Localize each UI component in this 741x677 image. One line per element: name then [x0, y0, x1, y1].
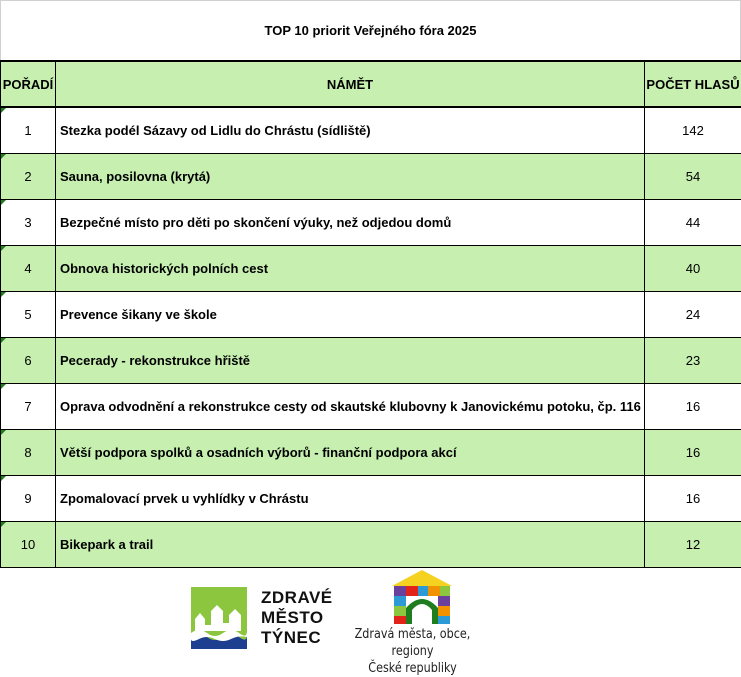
nszm-caption-line1: Zdravá města, obce, regiony: [348, 626, 477, 660]
priorities-table: [0, 60, 741, 568]
table-row: [1, 429, 741, 475]
topic-cell: Prevence šikany ve škole: [56, 291, 645, 337]
rank-cell: 6: [1, 337, 56, 383]
logo-word-3: TÝNEC: [261, 628, 333, 648]
header-topic: NÁMĚT: [56, 61, 645, 107]
table-row: [1, 245, 741, 291]
topic-cell: Oprava odvodnění a rekonstrukce cesty od skautské klubovny k Janovickému potoku, čp. 116: [56, 383, 645, 429]
votes-cell: 12: [645, 521, 741, 567]
votes-cell: 54: [645, 153, 741, 199]
table-row: [1, 383, 741, 429]
topic-cell: Sauna, posilovna (krytá): [56, 153, 645, 199]
votes-cell: 142: [645, 107, 741, 153]
table-row: [1, 475, 741, 521]
rank-cell: 5: [1, 291, 56, 337]
table-row: [1, 153, 741, 199]
votes-cell: 24: [645, 291, 741, 337]
logo-word-2: MĚSTO: [261, 608, 333, 628]
table-header-row: [1, 61, 741, 107]
header-votes: POČET HLASŮ: [645, 61, 741, 107]
topic-cell: Bikepark a trail: [56, 521, 645, 567]
colorful-house-icon: [390, 568, 454, 626]
logo-word-1: ZDRAVÉ: [261, 588, 333, 608]
rank-cell: 1: [1, 107, 56, 153]
rank-cell: 4: [1, 245, 56, 291]
zdrave-mesto-tynec-logo: [191, 587, 341, 649]
topic-cell: Pecerady - rekonstrukce hřiště: [56, 337, 645, 383]
header-rank: POŘADÍ: [1, 61, 56, 107]
table-row: [1, 199, 741, 245]
table-row: [1, 521, 741, 567]
topic-cell: Zpomalovací prvek u vyhlídky v Chrástu: [56, 475, 645, 521]
nszm-caption-line2: České republiky: [348, 660, 477, 677]
nszm-logo: [348, 568, 508, 668]
rank-cell: 2: [1, 153, 56, 199]
rank-cell: 9: [1, 475, 56, 521]
table-row: [1, 107, 741, 153]
votes-cell: 23: [645, 337, 741, 383]
rank-cell: 8: [1, 429, 56, 475]
votes-cell: 40: [645, 245, 741, 291]
city-skyline-icon: [191, 587, 247, 649]
rank-cell: 3: [1, 199, 56, 245]
votes-cell: 16: [645, 475, 741, 521]
votes-cell: 16: [645, 429, 741, 475]
votes-cell: 16: [645, 383, 741, 429]
topic-cell: Obnova historických polních cest: [56, 245, 645, 291]
rank-cell: 7: [1, 383, 56, 429]
page-title: TOP 10 priorit Veřejného fóra 2025: [0, 0, 741, 60]
rank-cell: 10: [1, 521, 56, 567]
table-row: [1, 337, 741, 383]
topic-cell: Bezpečné místo pro děti po skončení výuky, než odjedou domů: [56, 199, 645, 245]
topic-cell: Stezka podél Sázavy od Lidlu do Chrástu (sídliště): [56, 107, 645, 153]
votes-cell: 44: [645, 199, 741, 245]
topic-cell: Větší podpora spolků a osadních výborů - finanční podpora akcí: [56, 429, 645, 475]
table-row: [1, 291, 741, 337]
